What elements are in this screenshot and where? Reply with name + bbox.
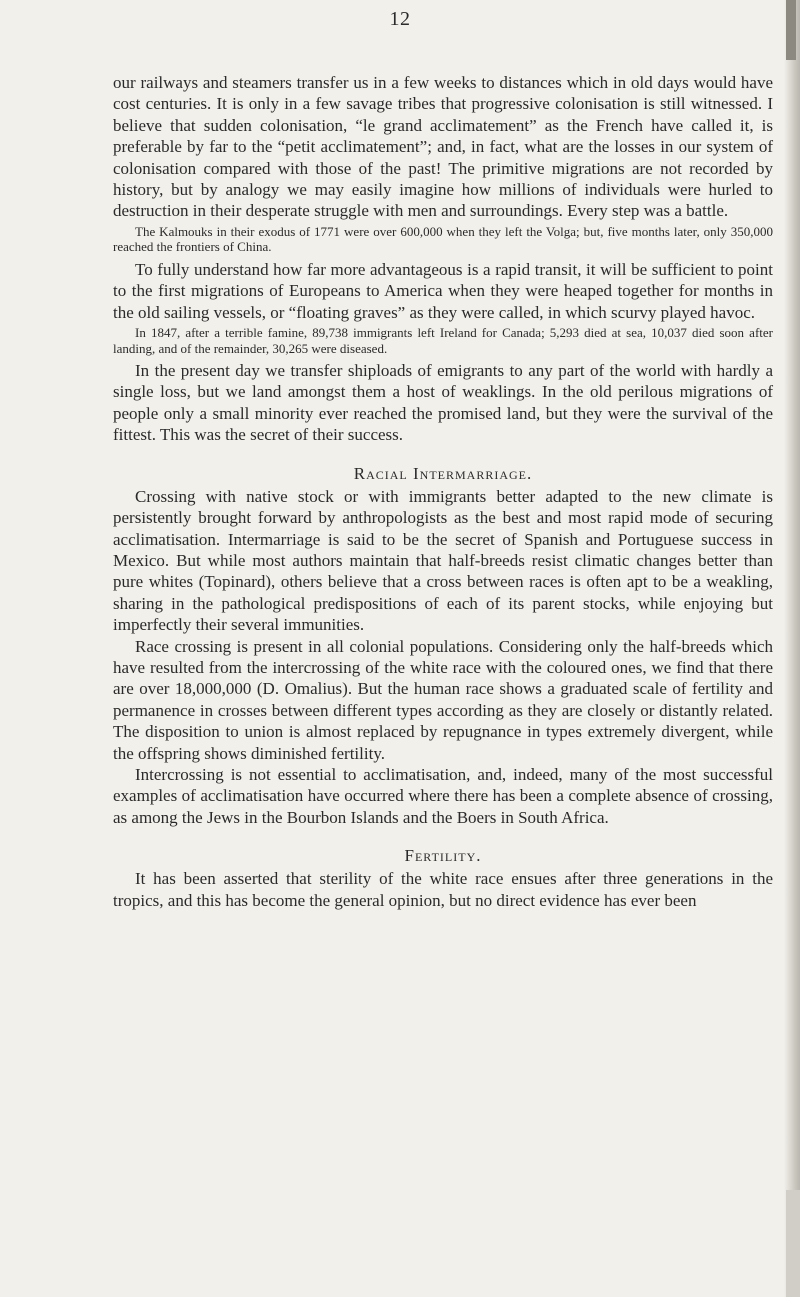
paragraph-1: our railways and steamers transfer us in a few weeks to distances which in old days would have cost centuries. It is only in a few savage tribes that progressive colonisation is still witnessed. I believe that sudden colonisation, “le grand acclimatement” as the French have called it, is preferable by far to the “petit acclimatement”; and, in fact, what are the losses in our system of colonisation compared with those of the past! The primitive migrations are not recorded by history, but by analogy we may easily imagine how millions of individuals were hurled to destruction in their desperate struggle with men and surroundings. Every step was a battle. bbox=[113, 73, 773, 221]
footnote-ireland: In 1847, after a terrible famine, 89,738 immigrants left Ireland for Canada; 5,293 died at sea, 10,037 died soon after landing, and of the remainder, 30,265 were diseased. bbox=[113, 325, 773, 356]
page-number: 12 bbox=[389, 8, 411, 30]
paragraph-2: To fully understand how far more advantageous is a rapid transit, it will be sufficient to point to the first migrations of Europeans to America when they were heaped together for months in the old sailing vessels, or “floating graves” as they were called, in which scurvy played havoc. bbox=[113, 259, 773, 322]
section-heading-intermarriage: Racial Intermarriage. bbox=[353, 463, 533, 483]
paragraph-6: Intercrossing is not essential to acclimatisation, and, indeed, many of the most successful examples of acclimatisation have occurred where there has been a complete absence of crossing, as among the Jews in the Bourbon Islands and the Boers in South Africa. bbox=[113, 764, 773, 827]
paragraph-7: It has been asserted that sterility of the white race ensues after three generations in the tropics, and this has become the general opinion, but no direct evidence has ever been bbox=[113, 869, 773, 910]
paragraph-5: Race crossing is present in all colonial populations. Considering only the half-breeds which have resulted from the intercrossing of the white race with the coloured ones, we find that there are over 18,000,000 (D. Omalius). But the human race shows a graduated scale of fertility and permanence in crosses between different types according as they are closely or distantly related. The disposition to union is almost replaced by repugnance in types extremely divergent, while the offspring shows diminished fertility. bbox=[113, 636, 773, 763]
page-edge-shadow bbox=[784, 0, 800, 1297]
paragraph-3: In the present day we transfer shiploads of emigrants to any part of the world with hardly a single loss, but we land amongst them a host of weaklings. In the old perilous migrations of people only a small minority ever reached the promised land, but they were the survival of the fittest. This was the secret of their success. bbox=[113, 361, 773, 445]
paragraph-4: Crossing with native stock or with immigrants better adapted to the new climate is persistently brought forward by anthropologists as the best and most rapid mode of securing acclimatisation. Intermarriage is said to be the secret of Spanish and Portuguese success in Mexico. But while most authors maintain that half-breeds resist climatic changes better than pure whites (Topinard), others believe that a cross between races is often apt to be a weakling, sharing in the pathological predispositions of each of its parent stocks, while enjoying but imperfectly their several immunities. bbox=[113, 486, 773, 635]
section-heading-fertility: Fertility. bbox=[404, 846, 482, 866]
footnote-kalmouks: The Kalmouks in their exodus of 1771 were over 600,000 when they left the Volga; but, five months later, only 350,000 reached the frontiers of China. bbox=[113, 223, 773, 255]
body-text bbox=[113, 72, 773, 911]
page-edge-mark-lower bbox=[786, 1190, 800, 1297]
